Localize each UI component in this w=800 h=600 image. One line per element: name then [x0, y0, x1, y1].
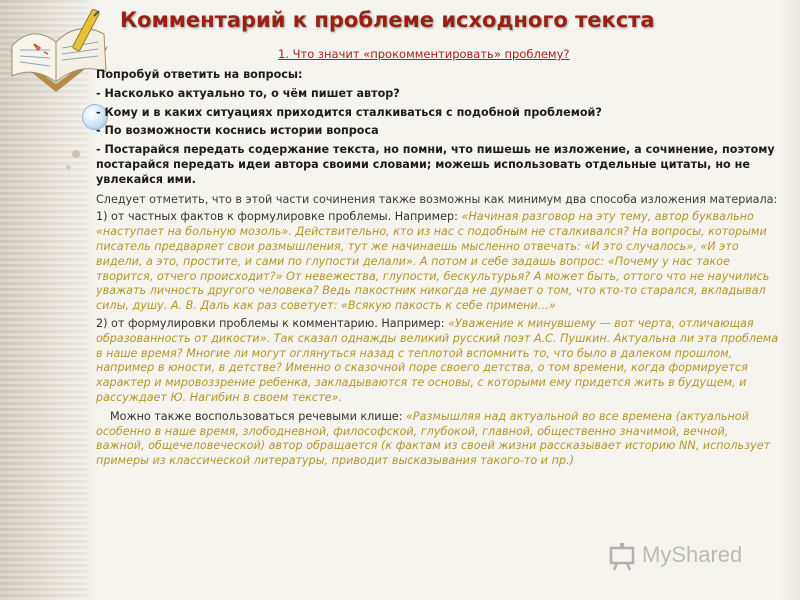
watermark-logo [606, 540, 766, 572]
question-item: - Кому и в каких ситуациях приходится сталкиваться с подобной проблемой? [96, 105, 602, 119]
method-2-lead: 2) от формулировки проблемы к комментарию. Например: [96, 316, 449, 330]
cliche-example: «Размышляя над актуальной во все времена (актуальной особенно в наше время, злободневной, философской, глубокой, главной, общественно значимой, вечной, важной, общечеловеческой) автор обращается (к фактам из своей жизни рассказывает историю NN, использует примеры из классической литературы, приводит высказывания такого-то и пр.) [96, 409, 771, 468]
content-body [96, 68, 780, 469]
cliche-paragraph [96, 410, 780, 469]
method-1-lead: 1) от частных фактов к формулировке проблемы. Например: [96, 210, 462, 224]
subtitle-question: 1. Что значит «прокомментировать» проблему? [278, 47, 570, 61]
method-2-example: «Уважение к минувшему — вот черта, отличающая образованность от дикости». Так сказал однажды великий русский поэт А.С. Пушкин. Актуальна ли эта проблема в наше время? Многие ли могут оглянуться назад с теплотой вспомнить то, что было в далеком прошлом, например в юности, в детстве? Именно о сказочной поре своего детства, о том времени, когда формируется характер и мировоззрение ребенка, закладываются те основы, с которыми ему придется жить в будущем, и рассуждает Ю. Нагибин в своем тексте». [96, 316, 779, 404]
presentation-board-icon [606, 540, 638, 572]
question-item: - По возможности коснись истории вопроса [96, 124, 379, 138]
question-item: - Постарайся передать содержание текста, но помни, что пишешь не изложение, а сочинение, поэтому постарайся передать идеи автора своими словами; можешь использовать отдельные цитаты, но не увлекайся ими. [96, 143, 775, 186]
cliche-lead: Можно также воспользоваться речевыми клише: [110, 409, 407, 423]
dot-decoration [66, 165, 71, 170]
method-2-paragraph [96, 317, 780, 406]
page-title: Комментарий к проблеме исходного текста [120, 8, 655, 32]
note-paragraph: Следует отметить, что в этой части сочинения также возможны как минимум два способа изложения материала: [96, 192, 778, 206]
intro-text: Попробуй ответить на вопросы: [96, 68, 303, 81]
question-item: - Насколько актуально то, о чём пишет автор? [96, 86, 400, 100]
dot-decoration [72, 150, 80, 158]
method-1-example: «Начиная разговор на эту тему, автор буквально «наступает на больную мозоль». Действительно, кто из нас с подобным не сталкивался? На вопросы, которыми писатель предваряет свои размышления, тут же начинаешь мысленно отвечать: «И это случалось», «И это видели, а это, простите, и сами по глупости делали». А потом и себе задашь вопрос: «Почему у нас такое творится, отчего происходит?» От невежества, глупости, бескультурья? А может быть, оттого что не научились уважать личность другого человека? Ведь пакостник никогда не думает о том, что кто-то старался, вкладывал силы, душу. А. В. Даль как раз советует: «Всякую пакость к себе примени…» [96, 210, 770, 313]
watermark-text: MyShared [642, 542, 743, 567]
method-1-paragraph [96, 210, 780, 314]
